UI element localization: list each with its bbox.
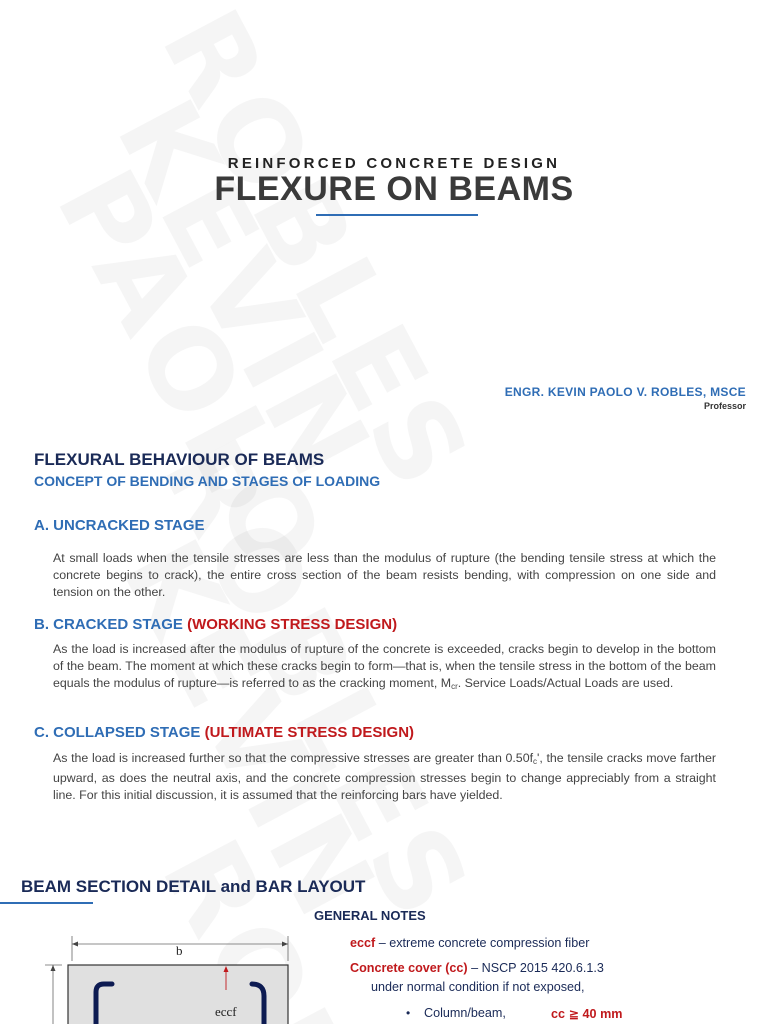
subscript: c bbox=[533, 757, 538, 766]
general-notes-heading: GENERAL NOTES bbox=[314, 908, 426, 923]
stage-a-title bbox=[34, 517, 205, 534]
stage-b-title-note: (WORKING STRESS DESIGN) bbox=[187, 616, 398, 633]
paragraph-text: As the load is increased after the modulus of rupture of the concrete is exceeded, cracks begin to develop in the bottom of the beam. The moment at which these cracks begin to form—that is, when the tensile stress in the bottom of the beam equals the modulus of rupture—is referred to as the cracking moment, M bbox=[53, 642, 716, 690]
stage-b-title-text: B. CRACKED STAGE bbox=[34, 616, 183, 633]
author-name: ENGR. KEVIN PAOLO V. ROBLES, MSCE bbox=[504, 385, 746, 399]
eccf-label: eccf bbox=[215, 1004, 237, 1019]
subscript: cr bbox=[451, 682, 458, 691]
beam-section-diagram bbox=[40, 935, 310, 1024]
note-key: Concrete cover (cc) bbox=[350, 961, 468, 975]
note-condition: under normal condition if not exposed, bbox=[371, 980, 585, 994]
watermark-text bbox=[137, 0, 495, 511]
note-member: Column/beam, bbox=[424, 1006, 506, 1020]
author-role: Professor bbox=[703, 401, 746, 411]
bullet-icon: • bbox=[406, 1006, 411, 1020]
stage-b-paragraph bbox=[53, 641, 716, 695]
heading-underline bbox=[0, 902, 93, 904]
stage-c-title-text: C. COLLAPSED STAGE bbox=[34, 724, 201, 741]
page-title: FLEXURE ON BEAMS bbox=[214, 170, 574, 208]
note-text: – NSCP 2015 420.6.1.3 bbox=[467, 961, 604, 975]
title-underline bbox=[316, 214, 478, 216]
section-heading: FLEXURAL BEHAVIOUR OF BEAMS bbox=[34, 450, 325, 469]
stage-a-title-text: A. UNCRACKED STAGE bbox=[34, 517, 205, 534]
dimension-arrow-icon bbox=[72, 942, 78, 947]
section-subheading: CONCEPT OF BENDING AND STAGES OF LOADING bbox=[34, 473, 381, 489]
note-key: eccf bbox=[350, 936, 376, 950]
paragraph-text: As the load is increased further so that the compressive stresses are greater than 0.50f bbox=[53, 751, 534, 765]
course-subtitle: REINFORCED CONCRETE DESIGN bbox=[227, 155, 561, 172]
stage-a-paragraph: At small loads when the tensile stresses are less than the modulus of rupture (the bending tensile stress at which the concrete begins to crack), the entire cross section of the beam resists bending, with compression on one side and tension on the other. bbox=[53, 551, 716, 599]
dimension-arrow-icon bbox=[282, 942, 288, 947]
beam-section-heading: BEAM SECTION DETAIL and BAR LAYOUT bbox=[21, 877, 366, 896]
stage-c-title bbox=[34, 724, 414, 741]
stage-c-paragraph bbox=[53, 750, 716, 804]
note-concrete-cover bbox=[350, 961, 604, 975]
note-eccf bbox=[350, 936, 589, 950]
stage-c-title-note: (ULTIMATE STRESS DESIGN) bbox=[204, 724, 415, 741]
note-text: – extreme concrete compression fiber bbox=[375, 936, 590, 950]
dimension-arrow-icon bbox=[51, 965, 56, 971]
note-member-value: cc ≧ 40 mm bbox=[551, 1007, 623, 1021]
watermark-text bbox=[92, 80, 397, 501]
paragraph-text: . Service Loads/Actual Loads are used. bbox=[457, 676, 674, 690]
beam-section bbox=[68, 965, 288, 1024]
width-label: b bbox=[176, 943, 183, 958]
paragraph-text: ', the tensile cracks move farther upward, as does the neutral axis, and the concrete compression stresses begin to change appreciably from a straight line. For this initial discussion, it is assumed that the reinforcing bars have yielded. bbox=[53, 751, 716, 802]
stage-b-title bbox=[34, 616, 397, 633]
